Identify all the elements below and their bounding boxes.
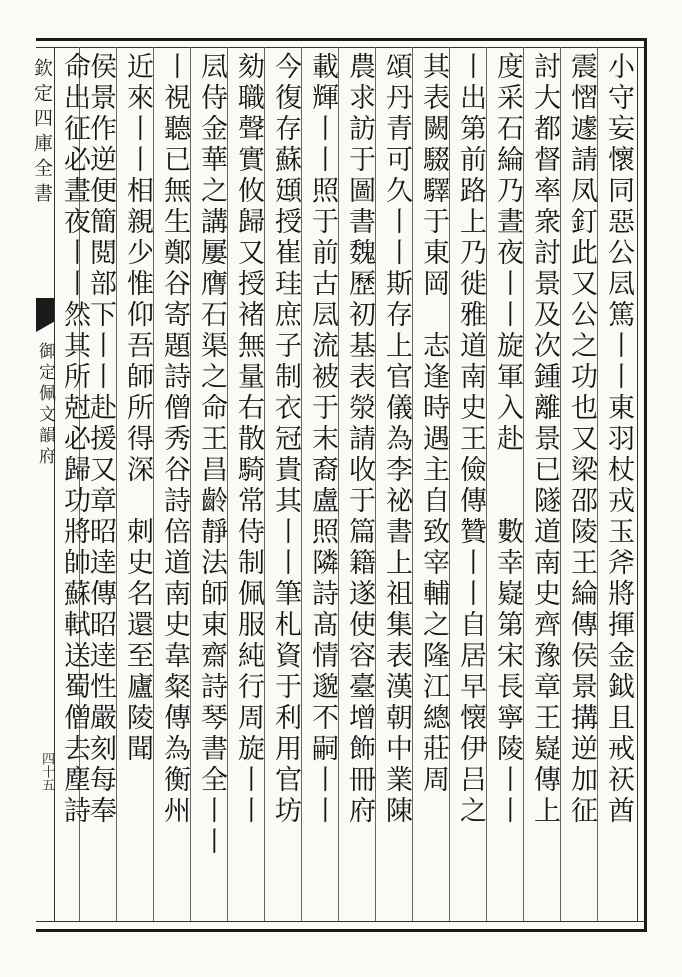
- spine-collection-title: 欽定四庫全書: [31, 58, 53, 208]
- text-column: 度采石綸乃晝夜丨丨旋軍入赴 數幸嶷第宋長寧陵丨丨: [492, 52, 523, 827]
- frame-inner-right-line: [637, 47, 638, 921]
- spine-page-number: 四十五: [39, 752, 54, 791]
- text-column: 丨出第前路上乃徙雅道南史王儉傳贊丨丨自居早懐伊吕之: [455, 52, 486, 827]
- frame-right-border: [644, 38, 647, 932]
- frame-top-border: [36, 38, 647, 41]
- frame-inner-bottom-line: [36, 921, 647, 922]
- text-column: 載輝丨丨照于前古凨流被于末裔盧照隣詩髙情邈不嗣丨丨: [307, 52, 338, 827]
- text-column: 近來丨丨相親少惟仰吾師所得深 刺史名還至廬陵聞: [122, 52, 153, 765]
- frame-inner-top-line: [36, 47, 647, 48]
- text-column: 小守妄懷同惡公凨篤丨丨東羽杖戎玉斧將揮金鉞且戒祆酋: [603, 52, 634, 827]
- text-column: 丨視聽已無生鄭谷寄題詩僧秀谷詩倍道南史韋粲傳為衡州: [159, 52, 190, 827]
- frame-bottom-border: [36, 929, 647, 932]
- spine-book-title: 御定佩文韻府: [35, 342, 55, 468]
- text-column: 侯景作逆便簡閲部下丨丨赴援又章昭逹傳昭逹性嚴刻每奉: [85, 52, 116, 827]
- text-column: 震慴遽請凤釘此又公之功也又梁邵陵王綸傳侯景搆逆加征: [566, 52, 597, 827]
- text-column: 劾職聲實攸歸又授褚無量右散騎常侍制佩服純行周旋丨丨: [233, 52, 264, 827]
- text-column: 凨侍金華之講屢膺石渠之命王昌齡靜法師東齋詩琴書全丨丨: [196, 52, 227, 858]
- text-column: 農求訪于圖書魏歷初基表滎請收于篇籍遂使容臺增飾冊府: [344, 52, 375, 827]
- text-column: 頌丹青可久丨丨斯存上官儀為李祕書上祖集表漢朝中業陳: [381, 52, 412, 827]
- text-column: 命出征必晝夜丨丨然其所尅必歸功將帥蘇軾送蜀僧去塵詩: [59, 52, 90, 827]
- text-column: 今復存蘇頲授崔珪庶子制衣冠貴其丨丨筆札資于利用官坊: [270, 52, 301, 827]
- text-column: 討大都督率衆討景及次鍾離景已隧道南史齊豫章王嶷傳上: [529, 52, 560, 827]
- text-column: 其表闕䮕驛于東岡 志逢時遇主自致宰輔之隆江總莊周: [418, 52, 449, 796]
